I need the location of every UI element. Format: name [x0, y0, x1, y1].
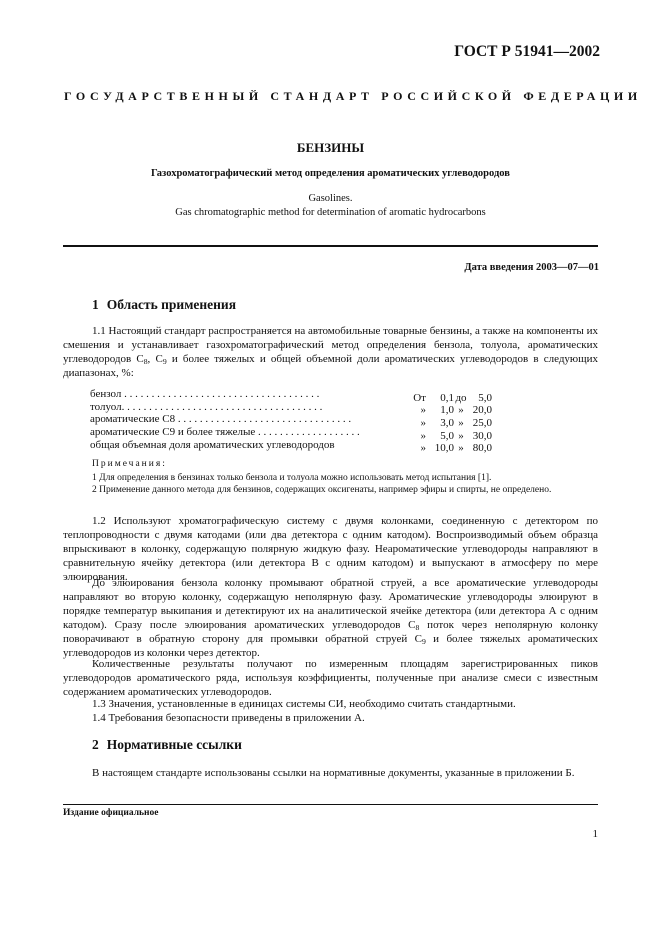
section-title: Область применения	[106, 297, 237, 312]
note-2: 2 Применение данного метода для бензинов, содержащих оксигенаты, например эфиры и спирты, не определено.	[92, 485, 552, 495]
introduction-date: Дата введения 2003—07—01	[464, 262, 599, 273]
range-list	[90, 388, 492, 455]
range-row: ароматические С9 и более тяжелые . . . . . . . . . . . . . . . . . . . » 5,0 » 30,0	[90, 426, 492, 442]
paragraph-1-1: 1.1 Настоящий стандарт распространяется на автомобильные товарные бензины, а также на компоненты их смешения и устанавливает газохроматографический метод определения бензола, толуола, ароматических углеводородов $С_8$, $С_9$ и более тяжелых и общей объемной доли ароматических углеводородов в следующих диапазонах, %:	[63, 325, 598, 379]
paragraph-1-4: 1.4 Требования безопасности приведены в приложении А.	[92, 712, 365, 724]
range-row: ароматические С8 . . . . . . . . . . . . . . . . . . . . . . . . . . . . . . . . » 3,0 » 25,0	[90, 413, 492, 430]
official-edition-label: Издание официальное	[63, 808, 159, 818]
paragraph-1-2: 1.2 Используют хроматографическую систему с двумя колонками, соединенную с детектором по теплопроводности с двумя катодами (или два детектора с одним катодом). Воспроизводимый объем образца впрыскивают в колонку, содержащую полярную жидкую фазу. Неароматические углеводороды направляют в сравнительную ячейку детектора (или детектора В с одним катодом) и выпускают в атмосферу по мере элюирования.	[63, 515, 598, 583]
state-standard-banner: ГОСУДАРСТВЕННЫЙ СТАНДАРТ РОССИЙСКОЙ ФЕДЕРАЦИИ	[64, 89, 642, 103]
standard-number: ГОСТ Р 51941—2002	[454, 43, 600, 60]
section-number: 1	[92, 297, 99, 312]
paragraph-backflush: До элюирования бензола колонку промывают обратной струей, а все ароматические углеводороды направляют во вторую колонку, содержащую неполярную фазу. Ароматические углеводороды элюируют в порядке температур выкипания и детектируют их на аналитической ячейке детектора (или детектора А с одним катодом). Сразу после элюирования ароматических углеводородов $С_8$ поток через неполярную колонку поворачивают в обратную сторону для промывки обратной струей $С_9$ и более тяжелых ароматических углеводородов из колонки через детектор.	[63, 577, 598, 659]
section-title: Нормативные ссылки	[106, 737, 242, 752]
paragraph-2: В настоящем стандарте использованы ссылки на нормативные документы, указанные в приложении Б.	[92, 767, 575, 779]
range-row: общая объемная доля ароматических углеводородов » 10,0 » 80,0	[90, 438, 492, 455]
paragraph-1-3: 1.3 Значения, установленные в единицах системы СИ, необходимо считать стандартными.	[92, 698, 516, 710]
english-subtitle: Gas chromatographic method for determination of aromatic hydrocarbons	[175, 207, 486, 218]
english-title: Gasolines.	[308, 193, 353, 204]
section-number: 2	[92, 737, 99, 752]
page-number: 1	[592, 828, 598, 840]
header-divider	[63, 245, 598, 247]
paragraph-quantitative: Количественные результаты получают по измеренным площадям зарегистрированных пиков углеводородов ароматического ряда, используя коэффициенты, полученные при анализе смеси с известным содержанием ароматических углеводородов.	[63, 658, 598, 698]
section-2-heading	[92, 737, 242, 753]
document-title: БЕНЗИНЫ	[296, 140, 365, 155]
range-row: толуол. . . . . . . . . . . . . . . . . . . . . . . . . . . . . . . . . . . . . » 1,0 » 20,0	[90, 400, 492, 417]
note-1: 1 Для определения в бензинах только бензола и толуола можно использовать метод испытания [1].	[92, 473, 492, 483]
footer-divider	[63, 804, 598, 805]
notes-label: Примечания:	[92, 459, 167, 469]
section-1-heading	[92, 297, 236, 313]
document-subtitle: Газохроматографический метод определения ароматических углеводородов	[151, 168, 510, 179]
range-row: бензол . . . . . . . . . . . . . . . . . . . . . . . . . . . . . . . . . . . . От 0,1до 5,0	[90, 388, 492, 404]
